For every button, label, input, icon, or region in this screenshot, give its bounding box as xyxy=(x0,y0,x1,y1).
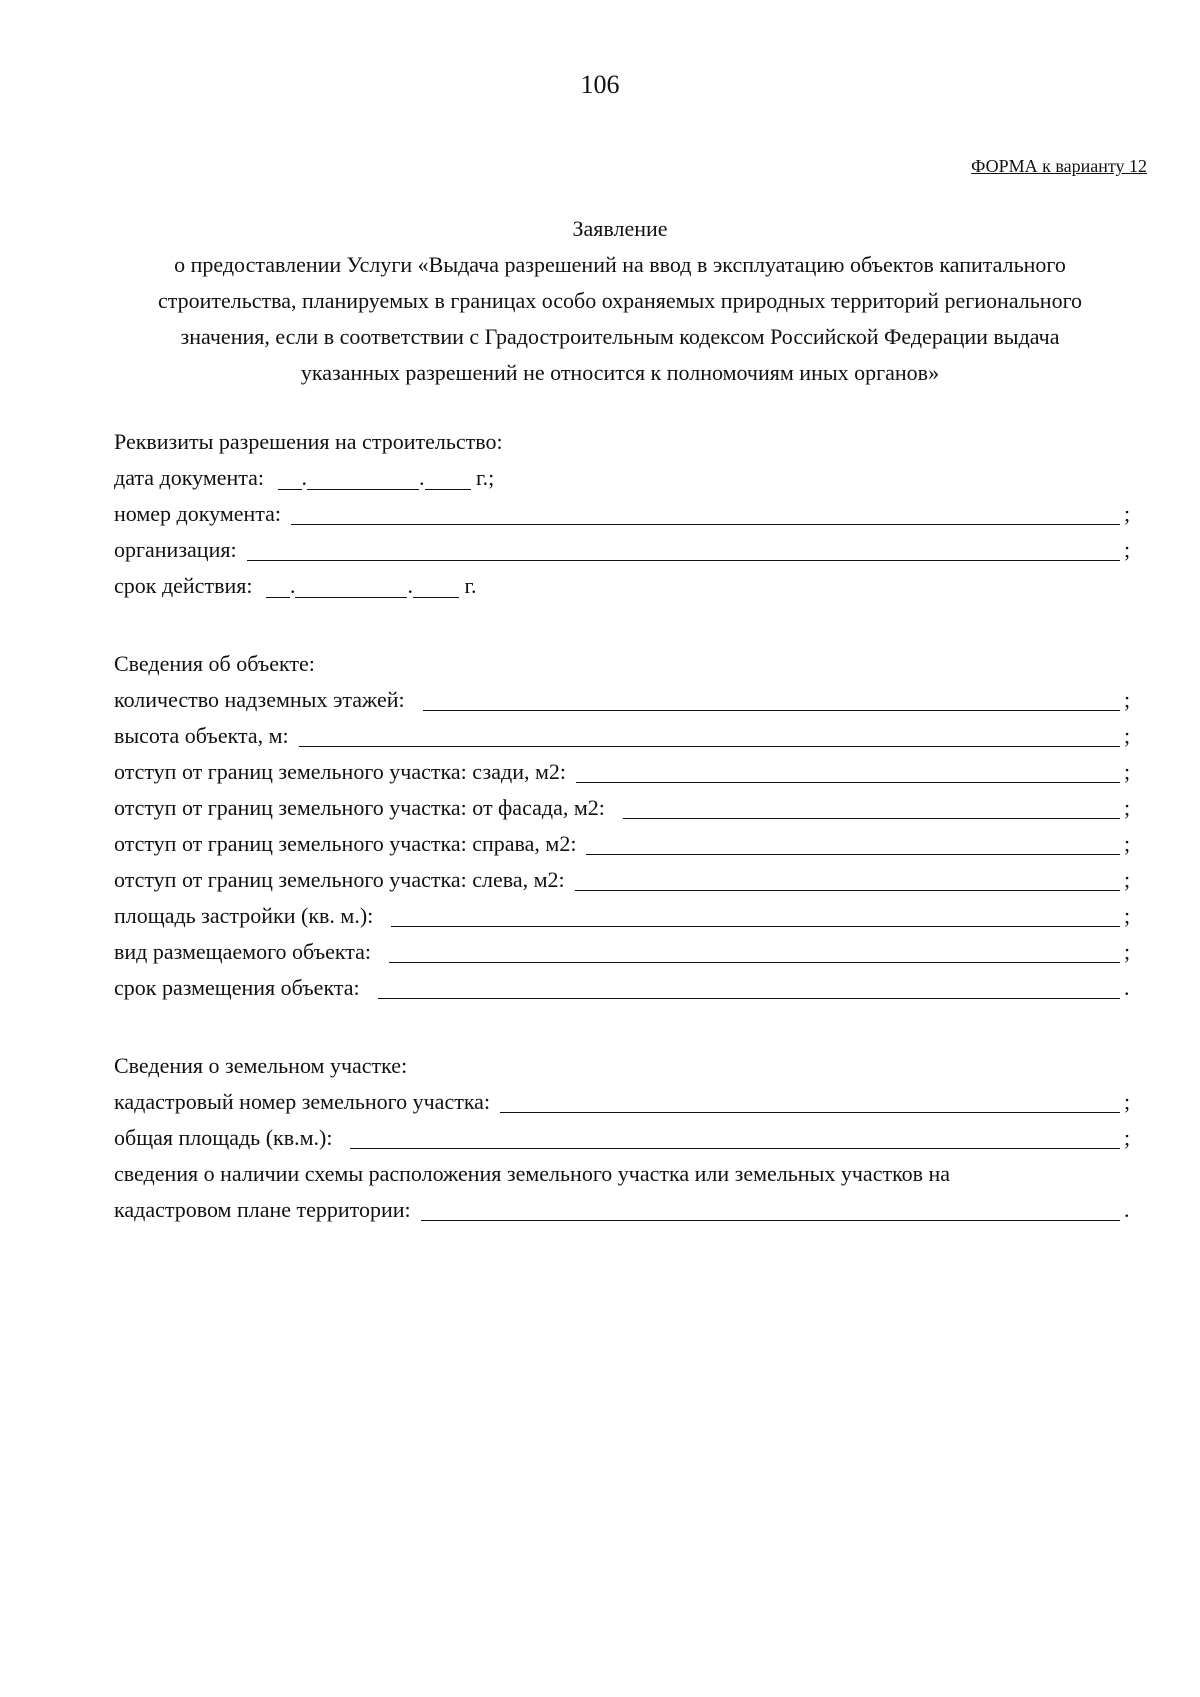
object-height-field[interactable] xyxy=(299,720,1120,747)
building-area-field[interactable] xyxy=(391,900,1120,927)
validity-row: срок действия: . . г. xyxy=(114,573,477,598)
title-subtitle-line-1: о предоставлении Услуги «Выдача разрешений на ввод в эксплуатацию объектов капитального xyxy=(174,252,1066,277)
scheme-field[interactable] xyxy=(421,1194,1120,1221)
doc-date-suffix: г.; xyxy=(476,465,495,490)
object-section xyxy=(114,646,1134,1006)
doc-number-label: номер документа: xyxy=(114,501,282,526)
land-field-label: общая площадь (кв.м.): xyxy=(114,1125,333,1150)
object-field-row: высота объекта, м: ; xyxy=(114,718,1134,754)
organization-label: организация: xyxy=(114,537,237,562)
doc-number-row: номер документа: ; xyxy=(114,496,1134,532)
form-reference: ФОРМА к варианту 12 xyxy=(971,156,1147,176)
object-field-label: площадь застройки (кв. м.): xyxy=(114,903,374,928)
land-field-row: кадастровый номер земельного участка: ; xyxy=(114,1084,1134,1120)
object-field-row: отступ от границ земельного участка: от фасада, м2: ; xyxy=(114,790,1134,826)
page-number: 106 xyxy=(580,70,620,99)
title-subtitle-line-2: строительства, планируемых в границах особо охраняемых природных территорий регионального xyxy=(157,288,1083,313)
setback-right-field[interactable] xyxy=(586,828,1120,855)
organization-row: организация: ; xyxy=(114,532,1134,568)
scheme-label: кадастровом плане территории: xyxy=(114,1197,411,1222)
object-field-row: отступ от границ земельного участка: справа, м2: ; xyxy=(114,826,1134,862)
validity-day-field[interactable] xyxy=(266,573,290,598)
cadastral-number-field[interactable] xyxy=(500,1086,1120,1113)
object-field-row: площадь застройки (кв. м.): ; xyxy=(114,898,1134,934)
setback-front-field[interactable] xyxy=(623,792,1120,819)
object-field-label: высота объекта, м: xyxy=(114,723,289,748)
land-heading: Сведения о земельном участке: xyxy=(114,1053,408,1078)
scheme-text-row xyxy=(114,1156,1134,1192)
object-field-label: вид размещаемого объекта: xyxy=(114,939,371,964)
permit-section xyxy=(114,424,1134,604)
object-field-label: отступ от границ земельного участка: справа, м2: xyxy=(114,831,577,856)
land-field-label: кадастровый номер земельного участка: xyxy=(114,1089,491,1114)
object-field-row: количество надземных этажей: ; xyxy=(114,682,1134,718)
validity-label: срок действия: xyxy=(114,573,253,598)
object-type-field[interactable] xyxy=(389,936,1120,963)
document-title xyxy=(110,211,1130,391)
object-field-row: отступ от границ земельного участка: сзади, м2: ; xyxy=(114,754,1134,790)
permit-heading: Реквизиты разрешения на строительство: xyxy=(114,429,503,454)
validity-suffix: г. xyxy=(464,573,477,598)
object-field-label: отступ от границ земельного участка: сзади, м2: xyxy=(114,759,566,784)
organization-field[interactable] xyxy=(247,534,1120,561)
above-ground-floors-field[interactable] xyxy=(423,684,1120,711)
placement-term-field[interactable] xyxy=(378,972,1120,999)
validity-year-field[interactable] xyxy=(413,573,459,598)
doc-date-month-field[interactable] xyxy=(307,465,419,490)
title-subtitle-line-3: значения, если в соответствии с Градостроительным кодексом Российской Федерации выдача xyxy=(180,324,1060,349)
setback-rear-field[interactable] xyxy=(576,756,1120,783)
object-field-row: вид размещаемого объекта: ; xyxy=(114,934,1134,970)
title-heading: Заявление xyxy=(572,216,668,241)
validity-month-field[interactable] xyxy=(295,573,407,598)
land-field-row: общая площадь (кв.м.): ; xyxy=(114,1120,1134,1156)
object-field-label: отступ от границ земельного участка: слева, м2: xyxy=(114,867,565,892)
scheme-text: сведения о наличии схемы расположения земельного участка или земельных участков на xyxy=(114,1161,951,1186)
doc-date-row: дата документа: . . г.; xyxy=(114,465,495,490)
doc-date-label: дата документа: xyxy=(114,465,265,490)
object-field-label: срок размещения объекта: xyxy=(114,975,360,1000)
land-section xyxy=(114,1048,1134,1228)
total-area-field[interactable] xyxy=(350,1122,1120,1149)
object-field-label: количество надземных этажей: xyxy=(114,687,405,712)
object-heading: Сведения об объекте: xyxy=(114,651,315,676)
object-field-row: отступ от границ земельного участка: слева, м2: ; xyxy=(114,862,1134,898)
doc-number-field[interactable] xyxy=(291,498,1120,525)
object-field-row: срок размещения объекта: . xyxy=(114,970,1134,1006)
object-field-label: отступ от границ земельного участка: от фасада, м2: xyxy=(114,795,605,820)
scheme-field-row: кадастровом плане территории: . xyxy=(114,1192,1134,1228)
doc-date-year-field[interactable] xyxy=(425,465,471,490)
doc-date-day-field[interactable] xyxy=(278,465,302,490)
title-subtitle-line-4: указанных разрешений не относится к полномочиям иных органов» xyxy=(300,360,940,385)
setback-left-field[interactable] xyxy=(575,864,1120,891)
